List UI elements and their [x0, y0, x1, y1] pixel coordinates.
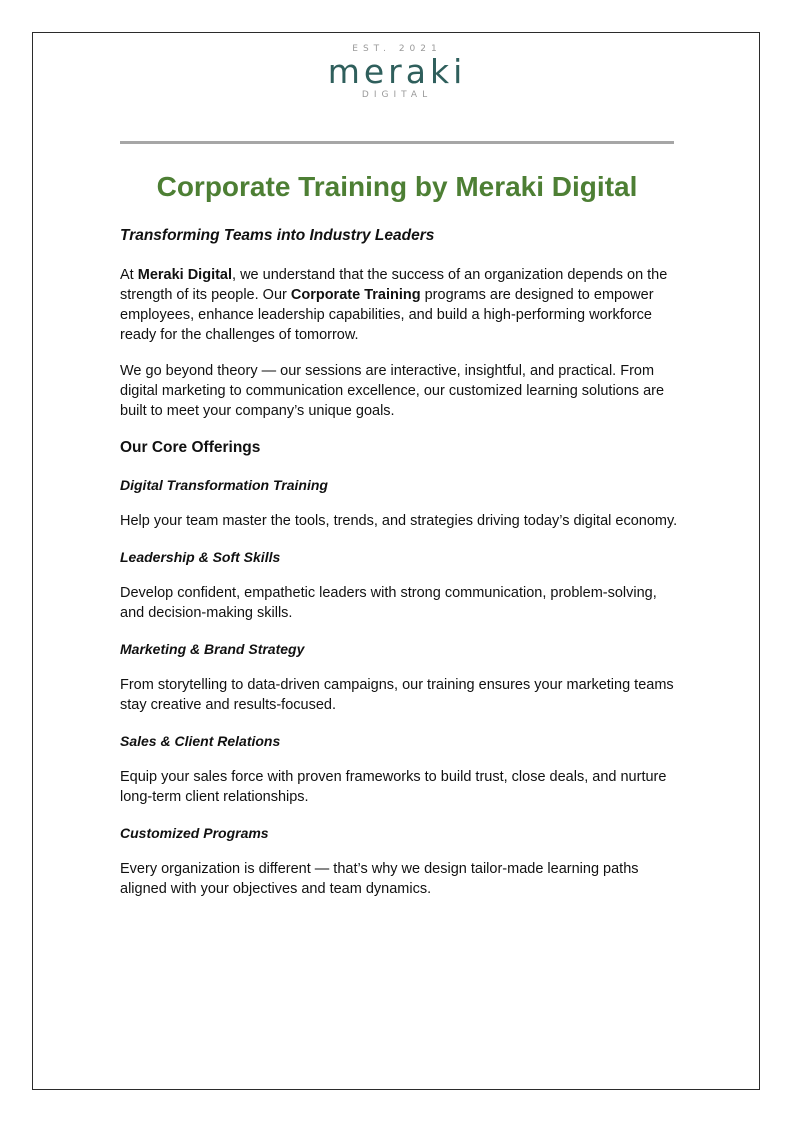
offering-description: From storytelling to data-driven campaigns, our training ensures your marketing teams stay creative and results-focused. — [120, 677, 674, 713]
offerings-heading: Our Core Offerings — [120, 439, 261, 456]
offering-title: Marketing & Brand Strategy — [120, 641, 305, 657]
offering-description: Equip your sales force with proven frameworks to build trust, close deals, and nurture long-term client relationships. — [120, 769, 667, 805]
page-title: Corporate Training by Meraki Digital — [156, 171, 638, 202]
offering-title: Sales & Client Relations — [120, 733, 281, 749]
offering-title: Leadership & Soft Skills — [120, 549, 281, 565]
intro-text: , we understand that the success of an organization depends on the strength of its people. Our — [120, 267, 668, 303]
intro-company-name: Meraki Digital — [137, 267, 233, 283]
intro-text: At — [120, 267, 138, 283]
offering-title: Digital Transformation Training — [120, 477, 328, 493]
intro-paragraph-1 — [120, 265, 680, 345]
logo-tagline: DIGITAL — [361, 90, 433, 100]
intro-paragraph-2: We go beyond theory — our sessions are interactive, insightful, and practical. From digital marketing to communication excellence, our customized learning solutions are built to meet your company’s unique goals. — [120, 363, 665, 419]
intro-program-name: Corporate Training — [290, 287, 421, 303]
header-divider — [120, 141, 674, 144]
logo-wordmark: meraki — [327, 52, 467, 91]
offering-description: Help your team master the tools, trends, and strategies driving today’s digital economy. — [120, 513, 678, 529]
offering-description: Develop confident, empathetic leaders with strong communication, problem-solving, and decision-making skills. — [120, 585, 657, 621]
company-logo — [300, 44, 494, 106]
intro-text: programs are designed to empower employees, enhance leadership capabilities, and build a high-performing workforce ready for the challenges of tomorrow. — [120, 287, 654, 343]
offering-description: Every organization is different — that’s why we design tailor-made learning paths aligned with your objectives and team dynamics. — [120, 861, 639, 897]
subtitle: Transforming Teams into Industry Leaders — [120, 227, 435, 244]
document-body — [120, 225, 680, 915]
offering-title: Customized Programs — [120, 825, 269, 841]
logo-est-text: EST. 2021 — [352, 44, 442, 54]
